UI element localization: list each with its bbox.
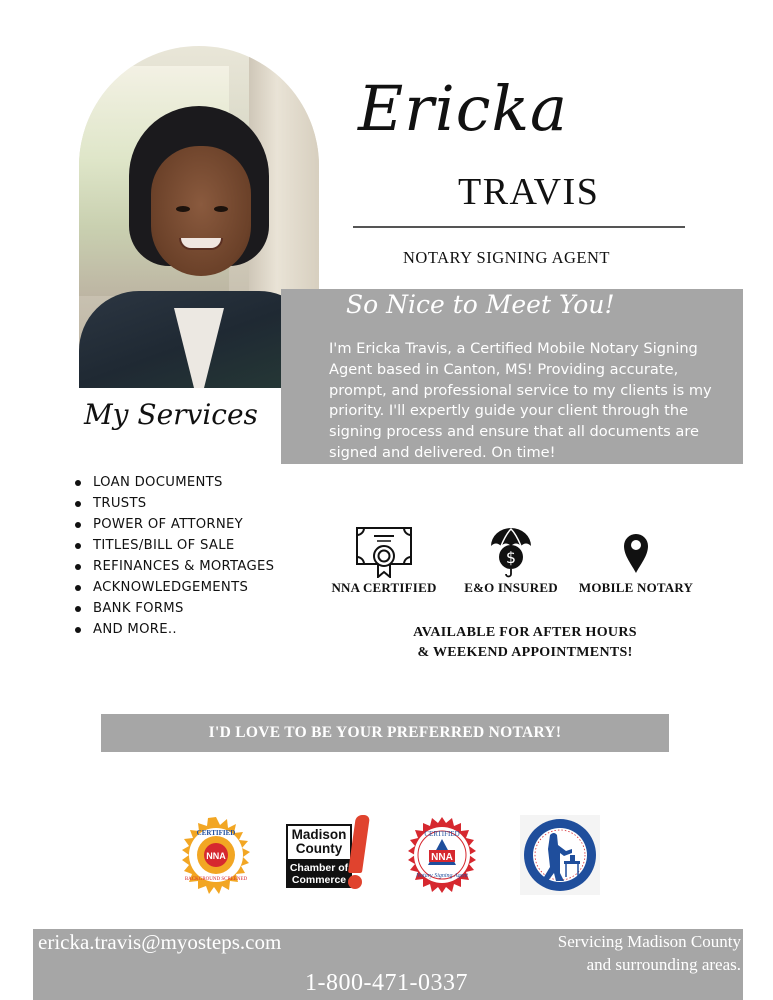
phone-number[interactable]: 1-800-471-0337	[305, 970, 468, 996]
photo-smile	[179, 238, 223, 250]
bullet-icon	[75, 585, 81, 591]
madison-county-chamber-badge	[286, 815, 372, 895]
svg-text:Notary Signing Agent: Notary Signing Agent	[416, 873, 468, 879]
service-item	[75, 514, 274, 535]
bullet-icon	[75, 522, 81, 528]
preferred-notary-banner: I'D LOVE TO BE YOUR PREFERRED NOTARY!	[101, 714, 669, 752]
service-item	[75, 472, 274, 493]
chamber-text: Commerce	[291, 874, 347, 886]
bullet-icon	[75, 501, 81, 507]
intro-heading: So Nice to Meet You!	[346, 290, 615, 319]
name-divider	[353, 226, 685, 228]
service-item	[75, 598, 274, 619]
service-item	[75, 556, 274, 577]
job-title: NOTARY SIGNING AGENT	[403, 248, 610, 267]
svg-text:NNA: NNA	[206, 851, 226, 861]
availability-note	[380, 623, 670, 663]
service-label: TRUSTS	[93, 496, 147, 511]
bullet-icon	[75, 627, 81, 633]
service-item	[75, 619, 274, 640]
availability-line: & WEEKEND APPOINTMENTS!	[417, 645, 633, 660]
nna-background-screened-badge	[176, 815, 256, 895]
bullet-icon	[75, 606, 81, 612]
services-heading: My Services	[84, 398, 258, 431]
feature-eo-insured	[460, 526, 562, 596]
service-label: LOAN DOCUMENTS	[93, 475, 223, 490]
first-name: Ericka	[358, 72, 568, 145]
photo-eye	[214, 206, 228, 212]
svg-text:CERTIFIED: CERTIFIED	[424, 830, 460, 838]
service-area-line: Servicing Madison County	[557, 932, 741, 951]
email-address[interactable]: ericka.travis@myosteps.com	[38, 930, 282, 954]
svg-text:CERTIFIED: CERTIFIED	[196, 829, 236, 837]
feature-mobile-notary	[576, 526, 696, 596]
svg-text:$: $	[505, 548, 517, 567]
svg-text:NNA: NNA	[431, 852, 453, 863]
photo-face	[151, 146, 251, 276]
nna-certified-signing-agent-badge	[402, 815, 482, 895]
chamber-text: County	[295, 841, 343, 856]
service-label: POWER OF ATTORNEY	[93, 517, 243, 532]
availability-line: AVAILABLE FOR AFTER HOURS	[413, 625, 637, 640]
chamber-logo-top	[288, 826, 350, 859]
intro-text: I'm Ericka Travis, a Certified Mobile Notary Signing Agent based in Canton, MS! Providing accurate, prompt, and professional service to my clients is my priority. I'll expertly guide your client through the signing process and ensure that all documents are signed and delivered. On time!	[329, 340, 712, 461]
feature-label: MOBILE NOTARY	[578, 580, 694, 595]
service-area-line: and surrounding areas.	[586, 955, 741, 974]
services-list	[75, 472, 274, 640]
service-item	[75, 577, 274, 598]
bullet-icon	[75, 480, 81, 486]
last-name: TRAVIS	[458, 171, 600, 213]
chamber-logo-bottom	[288, 859, 350, 886]
map-pin-icon	[576, 526, 696, 578]
feature-label: E&O INSURED	[464, 580, 558, 595]
chamber-text: Chamber of	[289, 862, 349, 874]
chamber-logo-box	[286, 824, 352, 888]
service-item	[75, 493, 274, 514]
umbrella-dollar-icon	[460, 526, 562, 578]
feature-nna-certified	[328, 526, 440, 596]
feature-label: NNA CERTIFIED	[331, 580, 437, 595]
service-area	[558, 930, 741, 976]
service-label: AND MORE..	[93, 622, 177, 637]
bullet-icon	[75, 564, 81, 570]
service-label: ACKNOWLEDGEMENTS	[93, 580, 249, 595]
service-label: REFINANCES & MORTAGES	[93, 559, 275, 574]
photo-eye	[176, 206, 190, 212]
american-association-of-notaries-badge	[520, 815, 600, 895]
certificate-icon	[328, 526, 440, 578]
exclamation-dot	[348, 875, 362, 889]
svg-text:BACKGROUND SCREENED: BACKGROUND SCREENED	[184, 877, 248, 882]
bullet-icon	[75, 543, 81, 549]
service-item	[75, 535, 274, 556]
service-label: TITLES/BILL OF SALE	[93, 538, 235, 553]
service-label: BANK FORMS	[93, 601, 184, 616]
chamber-text: Madison	[291, 827, 347, 842]
